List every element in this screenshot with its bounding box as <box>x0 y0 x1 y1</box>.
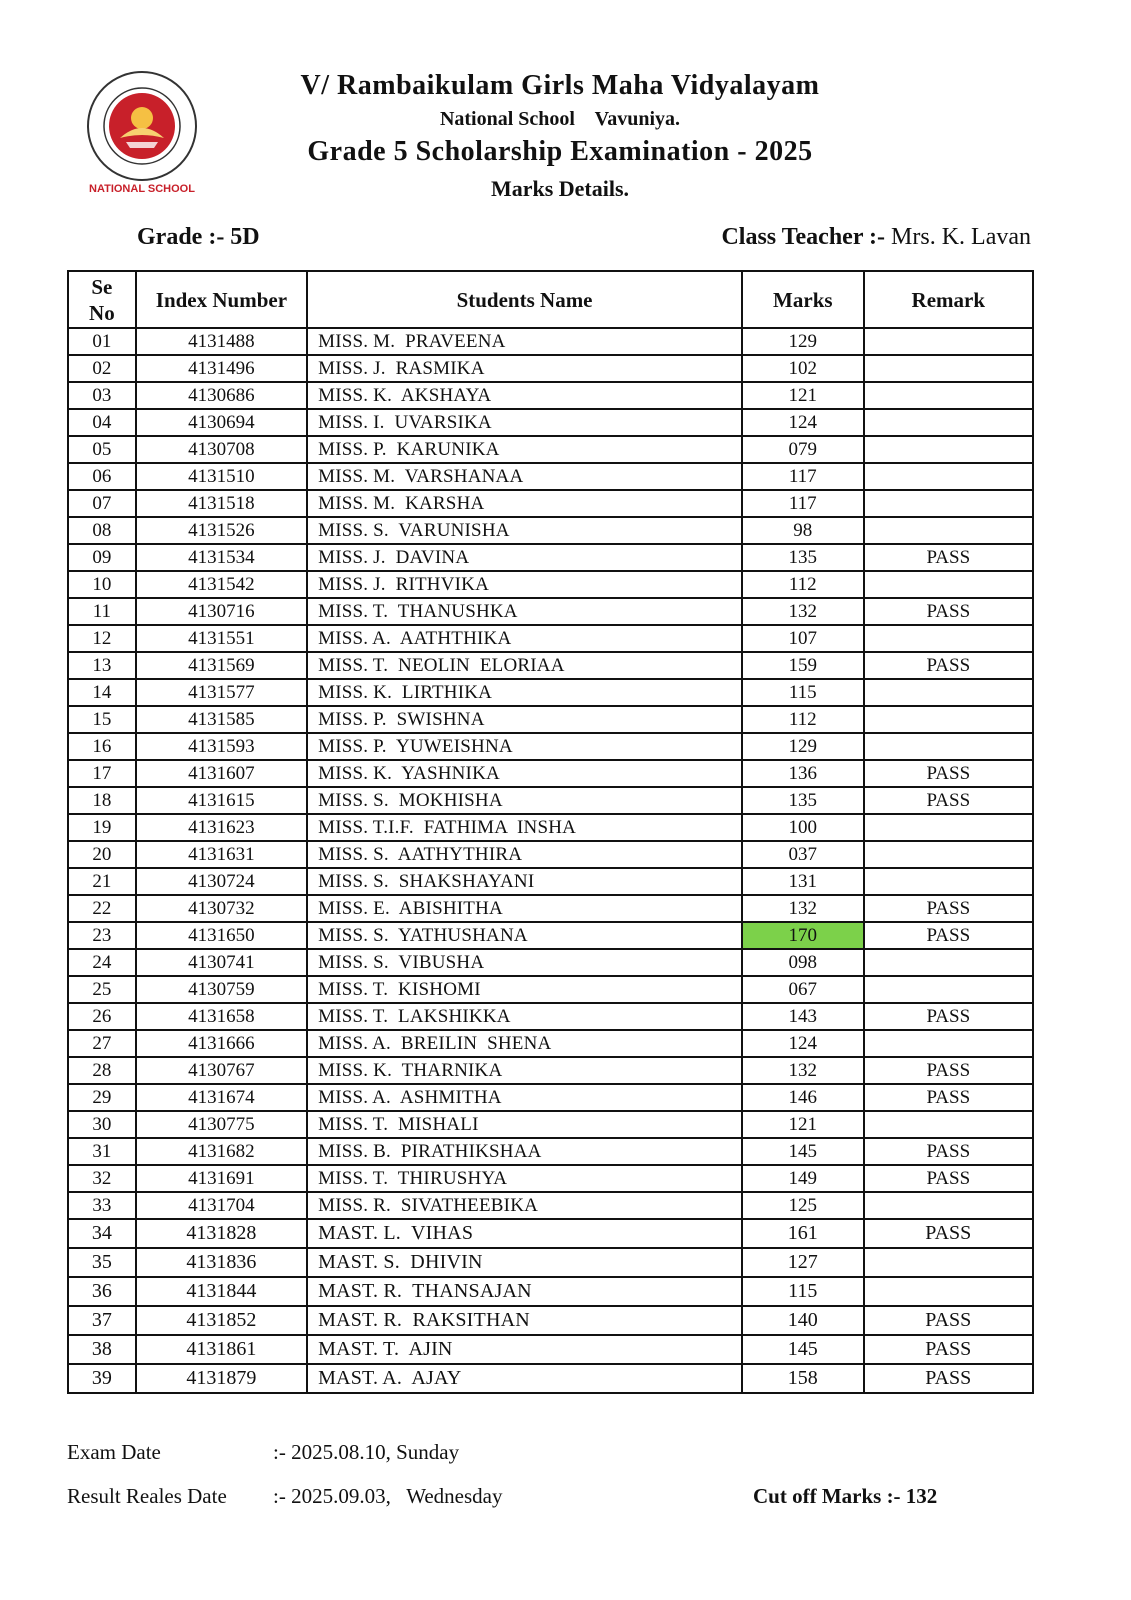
cell-remark <box>864 1111 1033 1138</box>
header-se-no: Se No <box>68 271 136 328</box>
cell-se-no: 19 <box>68 814 136 841</box>
cell-marks: 149 <box>742 1165 864 1192</box>
cell-remark <box>864 517 1033 544</box>
table-row <box>68 544 1033 571</box>
cell-marks: 125 <box>742 1192 864 1219</box>
cell-index: 4130767 <box>136 1057 307 1084</box>
cell-marks: 112 <box>742 706 864 733</box>
cell-remark <box>864 490 1033 517</box>
cell-marks: 170 <box>742 922 864 949</box>
cell-name: MISS. T. NEOLIN ELORIAA <box>307 652 742 679</box>
cell-name: MISS. J. DAVINA <box>307 544 742 571</box>
table-row <box>68 652 1033 679</box>
cell-remark: PASS <box>864 922 1033 949</box>
table-row <box>68 841 1033 868</box>
cell-name: MISS. M. VARSHANAA <box>307 463 742 490</box>
cell-marks: 124 <box>742 1030 864 1057</box>
cell-index: 4131496 <box>136 355 307 382</box>
cell-name: MISS. E. ABISHITHA <box>307 895 742 922</box>
exam-title: Grade 5 Scholarship Examination - 2025 <box>307 136 813 167</box>
cell-se-no: 13 <box>68 652 136 679</box>
cell-index: 4130775 <box>136 1111 307 1138</box>
table-row <box>68 517 1033 544</box>
cell-marks: 131 <box>742 868 864 895</box>
cell-index: 4131542 <box>136 571 307 598</box>
cell-marks: 115 <box>742 1277 864 1306</box>
cell-name: MISS. S. MOKHISHA <box>307 787 742 814</box>
cell-name: MISS. B. PIRATHIKSHAA <box>307 1138 742 1165</box>
header-index: Index Number <box>136 271 307 328</box>
cell-se-no: 38 <box>68 1335 136 1364</box>
cell-name: MISS. K. YASHNIKA <box>307 760 742 787</box>
cell-se-no: 26 <box>68 1003 136 1030</box>
cell-se-no: 30 <box>68 1111 136 1138</box>
cell-index: 4131674 <box>136 1084 307 1111</box>
table-row <box>68 868 1033 895</box>
cell-se-no: 36 <box>68 1277 136 1306</box>
table-row <box>68 733 1033 760</box>
cell-name: MISS. S. SHAKSHAYANI <box>307 868 742 895</box>
cell-remark <box>864 679 1033 706</box>
cell-se-no: 03 <box>68 382 136 409</box>
cell-marks: 140 <box>742 1306 864 1335</box>
cell-remark <box>864 949 1033 976</box>
cell-remark <box>864 976 1033 1003</box>
cell-marks: 158 <box>742 1364 864 1393</box>
exam-date-label: Exam Date <box>67 1440 161 1464</box>
cell-name: MISS. I. UVARSIKA <box>307 409 742 436</box>
cell-se-no: 22 <box>68 895 136 922</box>
cell-se-no: 11 <box>68 598 136 625</box>
cell-se-no: 12 <box>68 625 136 652</box>
school-logo <box>80 68 204 198</box>
cell-marks: 079 <box>742 436 864 463</box>
cell-remark <box>864 868 1033 895</box>
cell-remark: PASS <box>864 760 1033 787</box>
cell-marks: 124 <box>742 409 864 436</box>
cell-remark <box>864 328 1033 355</box>
cell-se-no: 04 <box>68 409 136 436</box>
cell-marks: 115 <box>742 679 864 706</box>
cell-name: MAST. R. THANSAJAN <box>307 1277 742 1306</box>
cell-index: 4130694 <box>136 409 307 436</box>
cell-marks: 129 <box>742 328 864 355</box>
table-row <box>68 1057 1033 1084</box>
cell-index: 4131534 <box>136 544 307 571</box>
cell-se-no: 39 <box>68 1364 136 1393</box>
cell-name: MISS. T. MISHALI <box>307 1111 742 1138</box>
cell-marks: 146 <box>742 1084 864 1111</box>
cell-name: MISS. A. BREILIN SHENA <box>307 1030 742 1057</box>
cell-name: MISS. K. THARNIKA <box>307 1057 742 1084</box>
table-row <box>68 976 1033 1003</box>
cell-index: 4130732 <box>136 895 307 922</box>
cell-remark: PASS <box>864 544 1033 571</box>
table-row <box>68 949 1033 976</box>
cell-remark: PASS <box>864 1138 1033 1165</box>
cell-se-no: 29 <box>68 1084 136 1111</box>
table-row <box>68 1084 1033 1111</box>
table-row <box>68 463 1033 490</box>
cell-se-no: 23 <box>68 922 136 949</box>
school-subtitle: National School Vavuniya. <box>439 108 681 130</box>
cell-index: 4131861 <box>136 1335 307 1364</box>
doc-title: Marks Details. <box>490 176 630 201</box>
cell-remark: PASS <box>864 1219 1033 1248</box>
teacher-label: Class Teacher :- <box>721 224 886 250</box>
cell-remark: PASS <box>864 1003 1033 1030</box>
cell-se-no: 06 <box>68 463 136 490</box>
cell-remark <box>864 571 1033 598</box>
table-row <box>68 895 1033 922</box>
table-row <box>68 355 1033 382</box>
cell-name: MISS. S. YATHUSHANA <box>307 922 742 949</box>
cell-remark <box>864 814 1033 841</box>
cell-index: 4131518 <box>136 490 307 517</box>
cell-remark <box>864 1248 1033 1277</box>
cell-remark <box>864 1192 1033 1219</box>
cell-name: MAST. A. AJAY <box>307 1364 742 1393</box>
cell-name: MAST. L. VIHAS <box>307 1219 742 1248</box>
cell-name: MISS. J. RITHVIKA <box>307 571 742 598</box>
cell-name: MISS. T. THIRUSHYA <box>307 1165 742 1192</box>
cell-name: MAST. S. DHIVIN <box>307 1248 742 1277</box>
cell-index: 4131704 <box>136 1192 307 1219</box>
table-row <box>68 1277 1033 1306</box>
table-row <box>68 436 1033 463</box>
cell-index: 4131593 <box>136 733 307 760</box>
cell-index: 4131691 <box>136 1165 307 1192</box>
cell-name: MISS. A. AATHTHIKA <box>307 625 742 652</box>
cell-index: 4131615 <box>136 787 307 814</box>
cell-index: 4131828 <box>136 1219 307 1248</box>
cell-marks: 135 <box>742 544 864 571</box>
cell-marks: 145 <box>742 1335 864 1364</box>
cell-index: 4131844 <box>136 1277 307 1306</box>
cell-name: MISS. T. THANUSHKA <box>307 598 742 625</box>
cell-index: 4131666 <box>136 1030 307 1057</box>
table-row <box>68 571 1033 598</box>
cell-remark <box>864 463 1033 490</box>
cell-remark: PASS <box>864 1335 1033 1364</box>
cell-remark <box>864 733 1033 760</box>
table-row <box>68 1030 1033 1057</box>
cell-index: 4131631 <box>136 841 307 868</box>
cell-marks: 135 <box>742 787 864 814</box>
cell-index: 4131577 <box>136 679 307 706</box>
cell-index: 4131585 <box>136 706 307 733</box>
cell-se-no: 15 <box>68 706 136 733</box>
cell-marks: 143 <box>742 1003 864 1030</box>
cell-index: 4130708 <box>136 436 307 463</box>
cell-se-no: 10 <box>68 571 136 598</box>
cell-remark: PASS <box>864 1364 1033 1393</box>
table-row <box>68 706 1033 733</box>
cell-se-no: 01 <box>68 328 136 355</box>
cell-remark <box>864 382 1033 409</box>
table-row <box>68 679 1033 706</box>
cell-marks: 121 <box>742 1111 864 1138</box>
cell-name: MAST. T. AJIN <box>307 1335 742 1364</box>
cell-name: MISS. T. KISHOMI <box>307 976 742 1003</box>
cell-se-no: 09 <box>68 544 136 571</box>
cell-index: 4131682 <box>136 1138 307 1165</box>
cell-marks: 117 <box>742 463 864 490</box>
cell-se-no: 18 <box>68 787 136 814</box>
table-row <box>68 1003 1033 1030</box>
cell-marks: 102 <box>742 355 864 382</box>
cell-name: MISS. P. KARUNIKA <box>307 436 742 463</box>
cell-se-no: 27 <box>68 1030 136 1057</box>
cell-se-no: 34 <box>68 1219 136 1248</box>
table-row <box>68 760 1033 787</box>
table-row <box>68 1306 1033 1335</box>
cell-remark: PASS <box>864 1165 1033 1192</box>
exam-date-value: :- 2025.08.10, Sunday <box>273 1440 460 1464</box>
cell-se-no: 20 <box>68 841 136 868</box>
cell-se-no: 25 <box>68 976 136 1003</box>
logo-caption: NATIONAL SCHOOL <box>89 183 195 195</box>
cell-marks: 132 <box>742 895 864 922</box>
table-header-row <box>68 271 1033 328</box>
cell-se-no: 28 <box>68 1057 136 1084</box>
cell-remark: PASS <box>864 598 1033 625</box>
header-name: Students Name <box>307 271 742 328</box>
teacher-name: Mrs. K. Lavan <box>885 224 1031 250</box>
cell-index: 4131569 <box>136 652 307 679</box>
cell-se-no: 17 <box>68 760 136 787</box>
cell-index: 4131650 <box>136 922 307 949</box>
cell-index: 4130716 <box>136 598 307 625</box>
header-marks: Marks <box>742 271 864 328</box>
school-name: V/ Rambaikulam Girls Maha Vidyalayam <box>300 70 820 101</box>
grade-label: Grade :- 5D <box>137 224 260 250</box>
cell-marks: 100 <box>742 814 864 841</box>
cell-remark <box>864 409 1033 436</box>
cell-name: MISS. P. SWISHNA <box>307 706 742 733</box>
cell-marks: 136 <box>742 760 864 787</box>
cell-name: MISS. A. ASHMITHA <box>307 1084 742 1111</box>
cell-remark <box>864 706 1033 733</box>
cell-remark: PASS <box>864 895 1033 922</box>
cell-name: MISS. S. AATHYTHIRA <box>307 841 742 868</box>
cell-index: 4131551 <box>136 625 307 652</box>
table-row <box>68 1165 1033 1192</box>
table-row <box>68 409 1033 436</box>
cell-index: 4131658 <box>136 1003 307 1030</box>
cell-marks: 112 <box>742 571 864 598</box>
table-row <box>68 1192 1033 1219</box>
marks-table <box>67 270 1034 1394</box>
cell-marks: 121 <box>742 382 864 409</box>
table-row <box>68 814 1033 841</box>
cell-index: 4131510 <box>136 463 307 490</box>
cell-index: 4131879 <box>136 1364 307 1393</box>
cell-marks: 067 <box>742 976 864 1003</box>
cell-se-no: 05 <box>68 436 136 463</box>
table-row <box>68 787 1033 814</box>
cell-name: MISS. S. VIBUSHA <box>307 949 742 976</box>
cell-remark <box>864 355 1033 382</box>
cell-name: MISS. M. PRAVEENA <box>307 328 742 355</box>
cell-remark <box>864 1030 1033 1057</box>
cell-se-no: 24 <box>68 949 136 976</box>
cell-se-no: 31 <box>68 1138 136 1165</box>
cell-marks: 107 <box>742 625 864 652</box>
cell-name: MISS. K. AKSHAYA <box>307 382 742 409</box>
release-date-value: :- 2025.09.03, Wednesday <box>273 1484 503 1508</box>
cell-marks: 132 <box>742 1057 864 1084</box>
release-date-label: Result Reales Date <box>67 1484 227 1508</box>
cell-remark <box>864 436 1033 463</box>
cell-se-no: 14 <box>68 679 136 706</box>
cell-se-no: 08 <box>68 517 136 544</box>
cell-name: MISS. S. VARUNISHA <box>307 517 742 544</box>
cell-se-no: 32 <box>68 1165 136 1192</box>
cell-index: 4130741 <box>136 949 307 976</box>
cell-remark: PASS <box>864 1306 1033 1335</box>
table-row <box>68 1138 1033 1165</box>
header-remark: Remark <box>864 271 1033 328</box>
cell-se-no: 21 <box>68 868 136 895</box>
class-teacher <box>721 224 1031 251</box>
table-row <box>68 922 1033 949</box>
cell-remark <box>864 625 1033 652</box>
cell-name: MISS. T. LAKSHIKKA <box>307 1003 742 1030</box>
cell-marks: 117 <box>742 490 864 517</box>
table-row <box>68 1364 1033 1393</box>
cell-marks: 098 <box>742 949 864 976</box>
cell-remark <box>864 1277 1033 1306</box>
table-row <box>68 1248 1033 1277</box>
table-row <box>68 598 1033 625</box>
cell-name: MISS. R. SIVATHEEBIKA <box>307 1192 742 1219</box>
cell-marks: 145 <box>742 1138 864 1165</box>
table-row <box>68 1219 1033 1248</box>
cell-index: 4131836 <box>136 1248 307 1277</box>
cell-name: MAST. R. RAKSITHAN <box>307 1306 742 1335</box>
cell-index: 4130759 <box>136 976 307 1003</box>
cell-index: 4130724 <box>136 868 307 895</box>
cell-marks: 159 <box>742 652 864 679</box>
cell-index: 4131488 <box>136 328 307 355</box>
cell-se-no: 35 <box>68 1248 136 1277</box>
cell-marks: 037 <box>742 841 864 868</box>
cell-index: 4130686 <box>136 382 307 409</box>
cell-se-no: 02 <box>68 355 136 382</box>
table-row <box>68 1111 1033 1138</box>
cell-name: MISS. M. KARSHA <box>307 490 742 517</box>
table-row <box>68 1335 1033 1364</box>
cell-se-no: 33 <box>68 1192 136 1219</box>
cell-remark <box>864 841 1033 868</box>
cell-remark: PASS <box>864 652 1033 679</box>
table-row <box>68 382 1033 409</box>
table-row <box>68 625 1033 652</box>
cell-remark: PASS <box>864 1057 1033 1084</box>
cutoff-marks: Cut off Marks :- 132 <box>753 1484 938 1508</box>
cell-name: MISS. K. LIRTHIKA <box>307 679 742 706</box>
cell-index: 4131623 <box>136 814 307 841</box>
cell-name: MISS. J. RASMIKA <box>307 355 742 382</box>
table-row <box>68 328 1033 355</box>
cell-name: MISS. T.I.F. FATHIMA INSHA <box>307 814 742 841</box>
cell-marks: 161 <box>742 1219 864 1248</box>
cell-index: 4131852 <box>136 1306 307 1335</box>
cell-index: 4131526 <box>136 517 307 544</box>
cell-marks: 98 <box>742 517 864 544</box>
cell-se-no: 16 <box>68 733 136 760</box>
cell-se-no: 07 <box>68 490 136 517</box>
cell-remark: PASS <box>864 1084 1033 1111</box>
cell-se-no: 37 <box>68 1306 136 1335</box>
cell-marks: 129 <box>742 733 864 760</box>
cell-remark: PASS <box>864 787 1033 814</box>
cell-marks: 127 <box>742 1248 864 1277</box>
cell-name: MISS. P. YUWEISHNA <box>307 733 742 760</box>
cell-index: 4131607 <box>136 760 307 787</box>
cell-marks: 132 <box>742 598 864 625</box>
table-row <box>68 490 1033 517</box>
